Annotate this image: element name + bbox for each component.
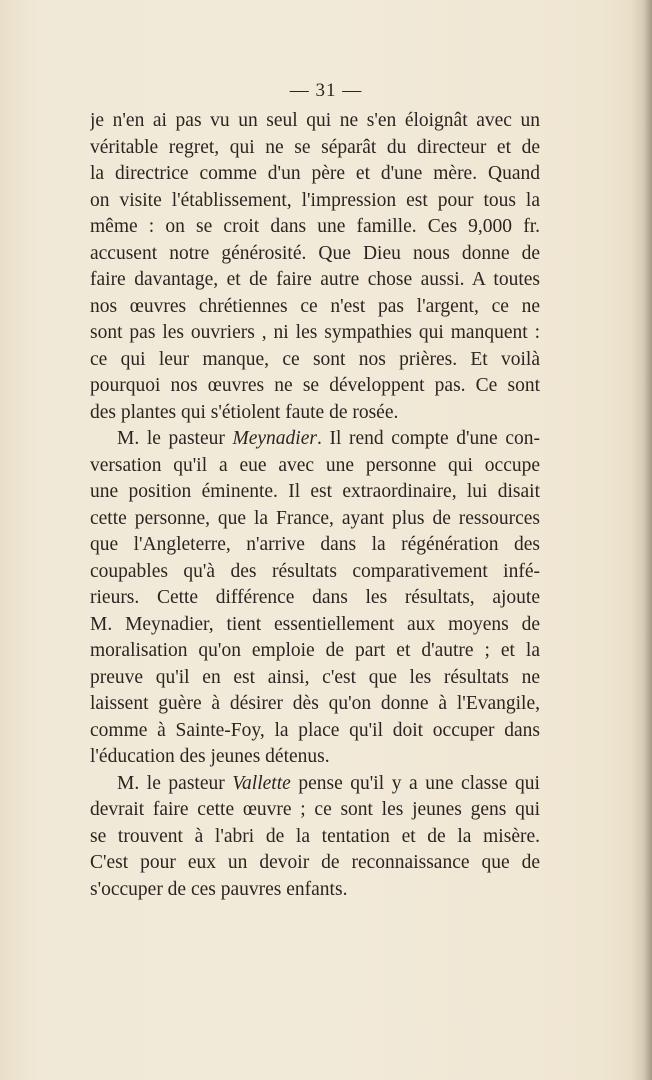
text-line: pourquoi nos œuvres ne se développent pas. Ce sont: [90, 375, 540, 396]
text-line: C'est pour eux un devoir de reconnaissance que de: [90, 852, 540, 873]
page-edge-shadow: [630, 0, 652, 1080]
page-number: — 31 —: [289, 80, 363, 101]
speaker-prefix: M. le pasteur: [117, 428, 233, 449]
speaker-name: Vallette: [232, 772, 291, 794]
text-line: moralisation qu'on emploie de part et d'autre ; et la: [90, 640, 540, 661]
text-line: rieurs. Cette différence dans les résultats, ajoute: [90, 587, 540, 608]
text-line: même : on se croit dans une famille. Ces 9,000 fr.: [90, 216, 540, 237]
paragraph-2: [90, 426, 540, 771]
text-line: faire davantage, et de faire autre chose aussi. A toutes: [90, 269, 540, 290]
text-line: nos œuvres chrétiennes ce n'est pas l'argent, ce ne: [90, 295, 540, 317]
text-line: comme à Sainte-Foy, la place qu'il doit occuper dans: [90, 719, 540, 741]
text-line: sont pas les ouvriers , ni les sympathies qui manquent :: [90, 322, 540, 343]
text-line: versation qu'il a eue avec une personne qui occupe: [90, 454, 540, 476]
speaker-name: Meynadier: [232, 428, 317, 449]
text-line: laissent guère à désirer dès qu'on donne à l'Evangile,: [90, 693, 540, 714]
text-line: je n'en ai pas vu un seul qui ne s'en éloignât avec un: [90, 110, 540, 131]
text-line-first: [90, 426, 540, 453]
text-line: s'occuper de ces pauvres enfants.: [90, 878, 348, 900]
text-line-first: [90, 771, 540, 798]
body-text: [90, 108, 540, 903]
text-line: des plantes qui s'étiolent faute de rosée.: [90, 401, 399, 423]
text-line: cette personne, que la France, ayant plus de ressources: [90, 507, 540, 529]
speaker-suffix: pense qu'il y a une classe qui: [290, 772, 540, 794]
text-line: la directrice comme d'un père et d'une mère. Quand: [90, 163, 540, 184]
text-line: M. Meynadier, tient essentiellement aux moyens de: [90, 613, 540, 635]
text-line: se trouvent à l'abri de la tentation et de la misère.: [90, 825, 540, 847]
speaker-suffix: . Il rend compte d'une con-: [316, 428, 540, 449]
text-line: véritable regret, qui ne se séparât du directeur et de: [90, 136, 540, 158]
text-line: ce qui leur manque, ce sont nos prières. Et voilà: [90, 348, 540, 370]
text-line: coupables qu'à des résultats comparativement infé-: [90, 560, 540, 582]
paragraph-1: [90, 108, 540, 426]
text-line: devrait faire cette œuvre ; ce sont les jeunes gens qui: [90, 799, 540, 820]
paragraph-3: [90, 771, 540, 904]
text-line: preuve qu'il en est ainsi, c'est que les résultats ne: [90, 666, 540, 688]
text-line: accusent notre générosité. Que Dieu nous donne de: [90, 242, 540, 264]
text-line: on visite l'établissement, l'impression est pour tous la: [90, 189, 540, 211]
text-line: une position éminente. Il est extraordinaire, lui disait: [90, 481, 540, 502]
text-line: l'éducation des jeunes détenus.: [90, 746, 330, 767]
speaker-prefix: M. le pasteur: [117, 772, 233, 794]
text-line: que l'Angleterre, n'arrive dans la régénération des: [90, 534, 540, 555]
